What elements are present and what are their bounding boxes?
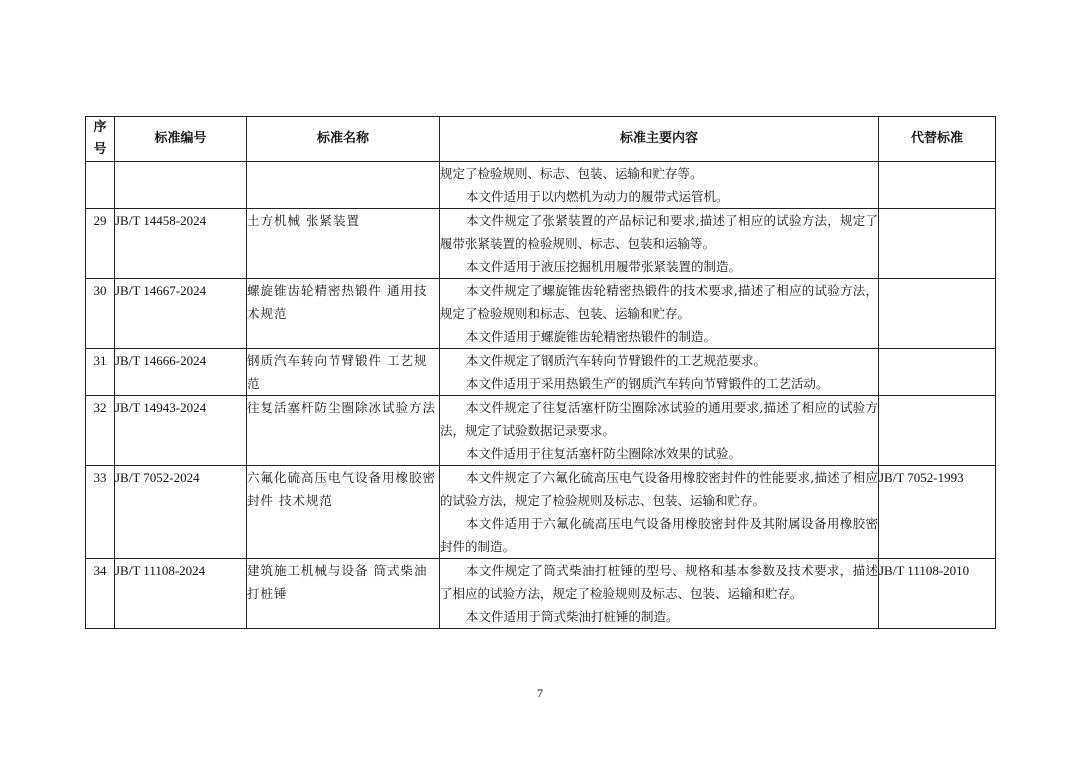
table-row xyxy=(86,396,996,466)
row-standard-name: 六氟化硫高压电气设备用橡胶密封件 技术规范 xyxy=(247,466,440,559)
row-standard-name: 往复活塞杆防尘圈除冰试验方法 xyxy=(247,396,440,466)
content-paragraph: 本文件规定了螺旋锥齿轮精密热锻件的技术要求,描述了相应的试验方法，规定了检验规则和标志、包装、运输和贮存。 xyxy=(440,283,878,321)
row-serial-number: 33 xyxy=(86,466,115,559)
row-replaced-standard xyxy=(879,162,996,209)
row-serial-number: 32 xyxy=(86,396,115,466)
content-paragraph: 本文件适用于六氟化硫高压电气设备用橡胶密封件及其附属设备用橡胶密封件的制造。 xyxy=(440,516,878,554)
row-standard-code: JB/T 11108-2024 xyxy=(115,559,247,629)
table-row xyxy=(86,349,996,396)
content-paragraph: 本文件适用于采用热锻生产的钢质汽车转向节臂锻件的工艺活动。 xyxy=(466,376,829,391)
row-standard-code: JB/T 14666-2024 xyxy=(115,349,247,396)
row-main-content xyxy=(440,396,879,466)
header-replaced-standard: 代替标准 xyxy=(879,117,996,162)
content-paragraph: 本文件适用于筒式柴油打桩锤的制造。 xyxy=(466,609,679,624)
row-serial-number: 31 xyxy=(86,349,115,396)
header-serial-line2: 号 xyxy=(93,142,107,157)
row-main-content xyxy=(440,349,879,396)
header-serial-number xyxy=(86,117,115,162)
content-paragraph: 本文件规定了筒式柴油打桩锤的型号、规格和基本参数及技术要求，描述了相应的试验方法，规定了检验规则及标志、包装、运输和贮存。 xyxy=(440,563,878,601)
row-standard-code: JB/T 14458-2024 xyxy=(115,209,247,279)
table-body xyxy=(86,162,996,629)
table-row xyxy=(86,162,996,209)
row-main-content xyxy=(440,162,879,209)
content-paragraph: 本文件适用于螺旋锥齿轮精密热锻件的制造。 xyxy=(466,329,717,344)
row-standard-name: 建筑施工机械与设备 筒式柴油打桩锤 xyxy=(247,559,440,629)
header-main-content: 标准主要内容 xyxy=(440,117,879,162)
row-replaced-standard xyxy=(879,396,996,466)
row-standard-name: 土方机械 张紧装置 xyxy=(247,209,440,279)
row-standard-name: 钢质汽车转向节臂锻件 工艺规范 xyxy=(247,349,440,396)
row-serial-number xyxy=(86,162,115,209)
row-replaced-standard xyxy=(879,349,996,396)
content-paragraph: 规定了检验规则、标志、包装、运输和贮存等。 xyxy=(440,166,703,181)
table-row xyxy=(86,279,996,349)
row-serial-number: 29 xyxy=(86,209,115,279)
content-paragraph: 本文件规定了钢质汽车转向节臂锻件的工艺规范要求。 xyxy=(466,353,767,368)
row-standard-code: JB/T 14943-2024 xyxy=(115,396,247,466)
table-row xyxy=(86,209,996,279)
content-paragraph: 本文件适用于以内燃机为动力的履带式运管机。 xyxy=(466,189,729,204)
header-standard-name: 标准名称 xyxy=(247,117,440,162)
header-row xyxy=(86,117,996,162)
header-serial-line1: 序 xyxy=(93,120,107,135)
standards-table xyxy=(85,116,996,629)
content-paragraph: 本文件适用于液压挖掘机用履带张紧装置的制造。 xyxy=(466,259,742,274)
content-paragraph: 本文件适用于往复活塞杆防尘圈除冰效果的试验。 xyxy=(466,446,742,461)
page-number: 7 xyxy=(537,686,543,700)
row-main-content xyxy=(440,466,879,559)
table-header xyxy=(86,117,996,162)
row-replaced-standard: JB/T 7052-1993 xyxy=(879,466,996,559)
row-standard-name: 螺旋锥齿轮精密热锻件 通用技术规范 xyxy=(247,279,440,349)
row-main-content xyxy=(440,559,879,629)
content-paragraph: 本文件规定了六氟化硫高压电气设备用橡胶密封件的性能要求,描述了相应的试验方法，规定了检验规则及标志、包装、运输和贮存。 xyxy=(440,470,878,508)
row-main-content xyxy=(440,209,879,279)
row-serial-number: 34 xyxy=(86,559,115,629)
table-row xyxy=(86,559,996,629)
content-paragraph: 本文件规定了往复活塞杆防尘圈除冰试验的通用要求,描述了相应的试验方法，规定了试验数据记录要求。 xyxy=(440,400,878,438)
row-replaced-standard: JB/T 11108-2010 xyxy=(879,559,996,629)
row-serial-number: 30 xyxy=(86,279,115,349)
header-standard-code: 标准编号 xyxy=(115,117,247,162)
row-replaced-standard xyxy=(879,209,996,279)
row-standard-code xyxy=(115,162,247,209)
row-standard-name xyxy=(247,162,440,209)
table-row xyxy=(86,466,996,559)
row-standard-code: JB/T 14667-2024 xyxy=(115,279,247,349)
row-replaced-standard xyxy=(879,279,996,349)
row-main-content xyxy=(440,279,879,349)
content-paragraph: 本文件规定了张紧装置的产品标记和要求,描述了相应的试验方法，规定了履带张紧装置的检验规则、标志、包装和运输等。 xyxy=(440,213,878,251)
row-standard-code: JB/T 7052-2024 xyxy=(115,466,247,559)
